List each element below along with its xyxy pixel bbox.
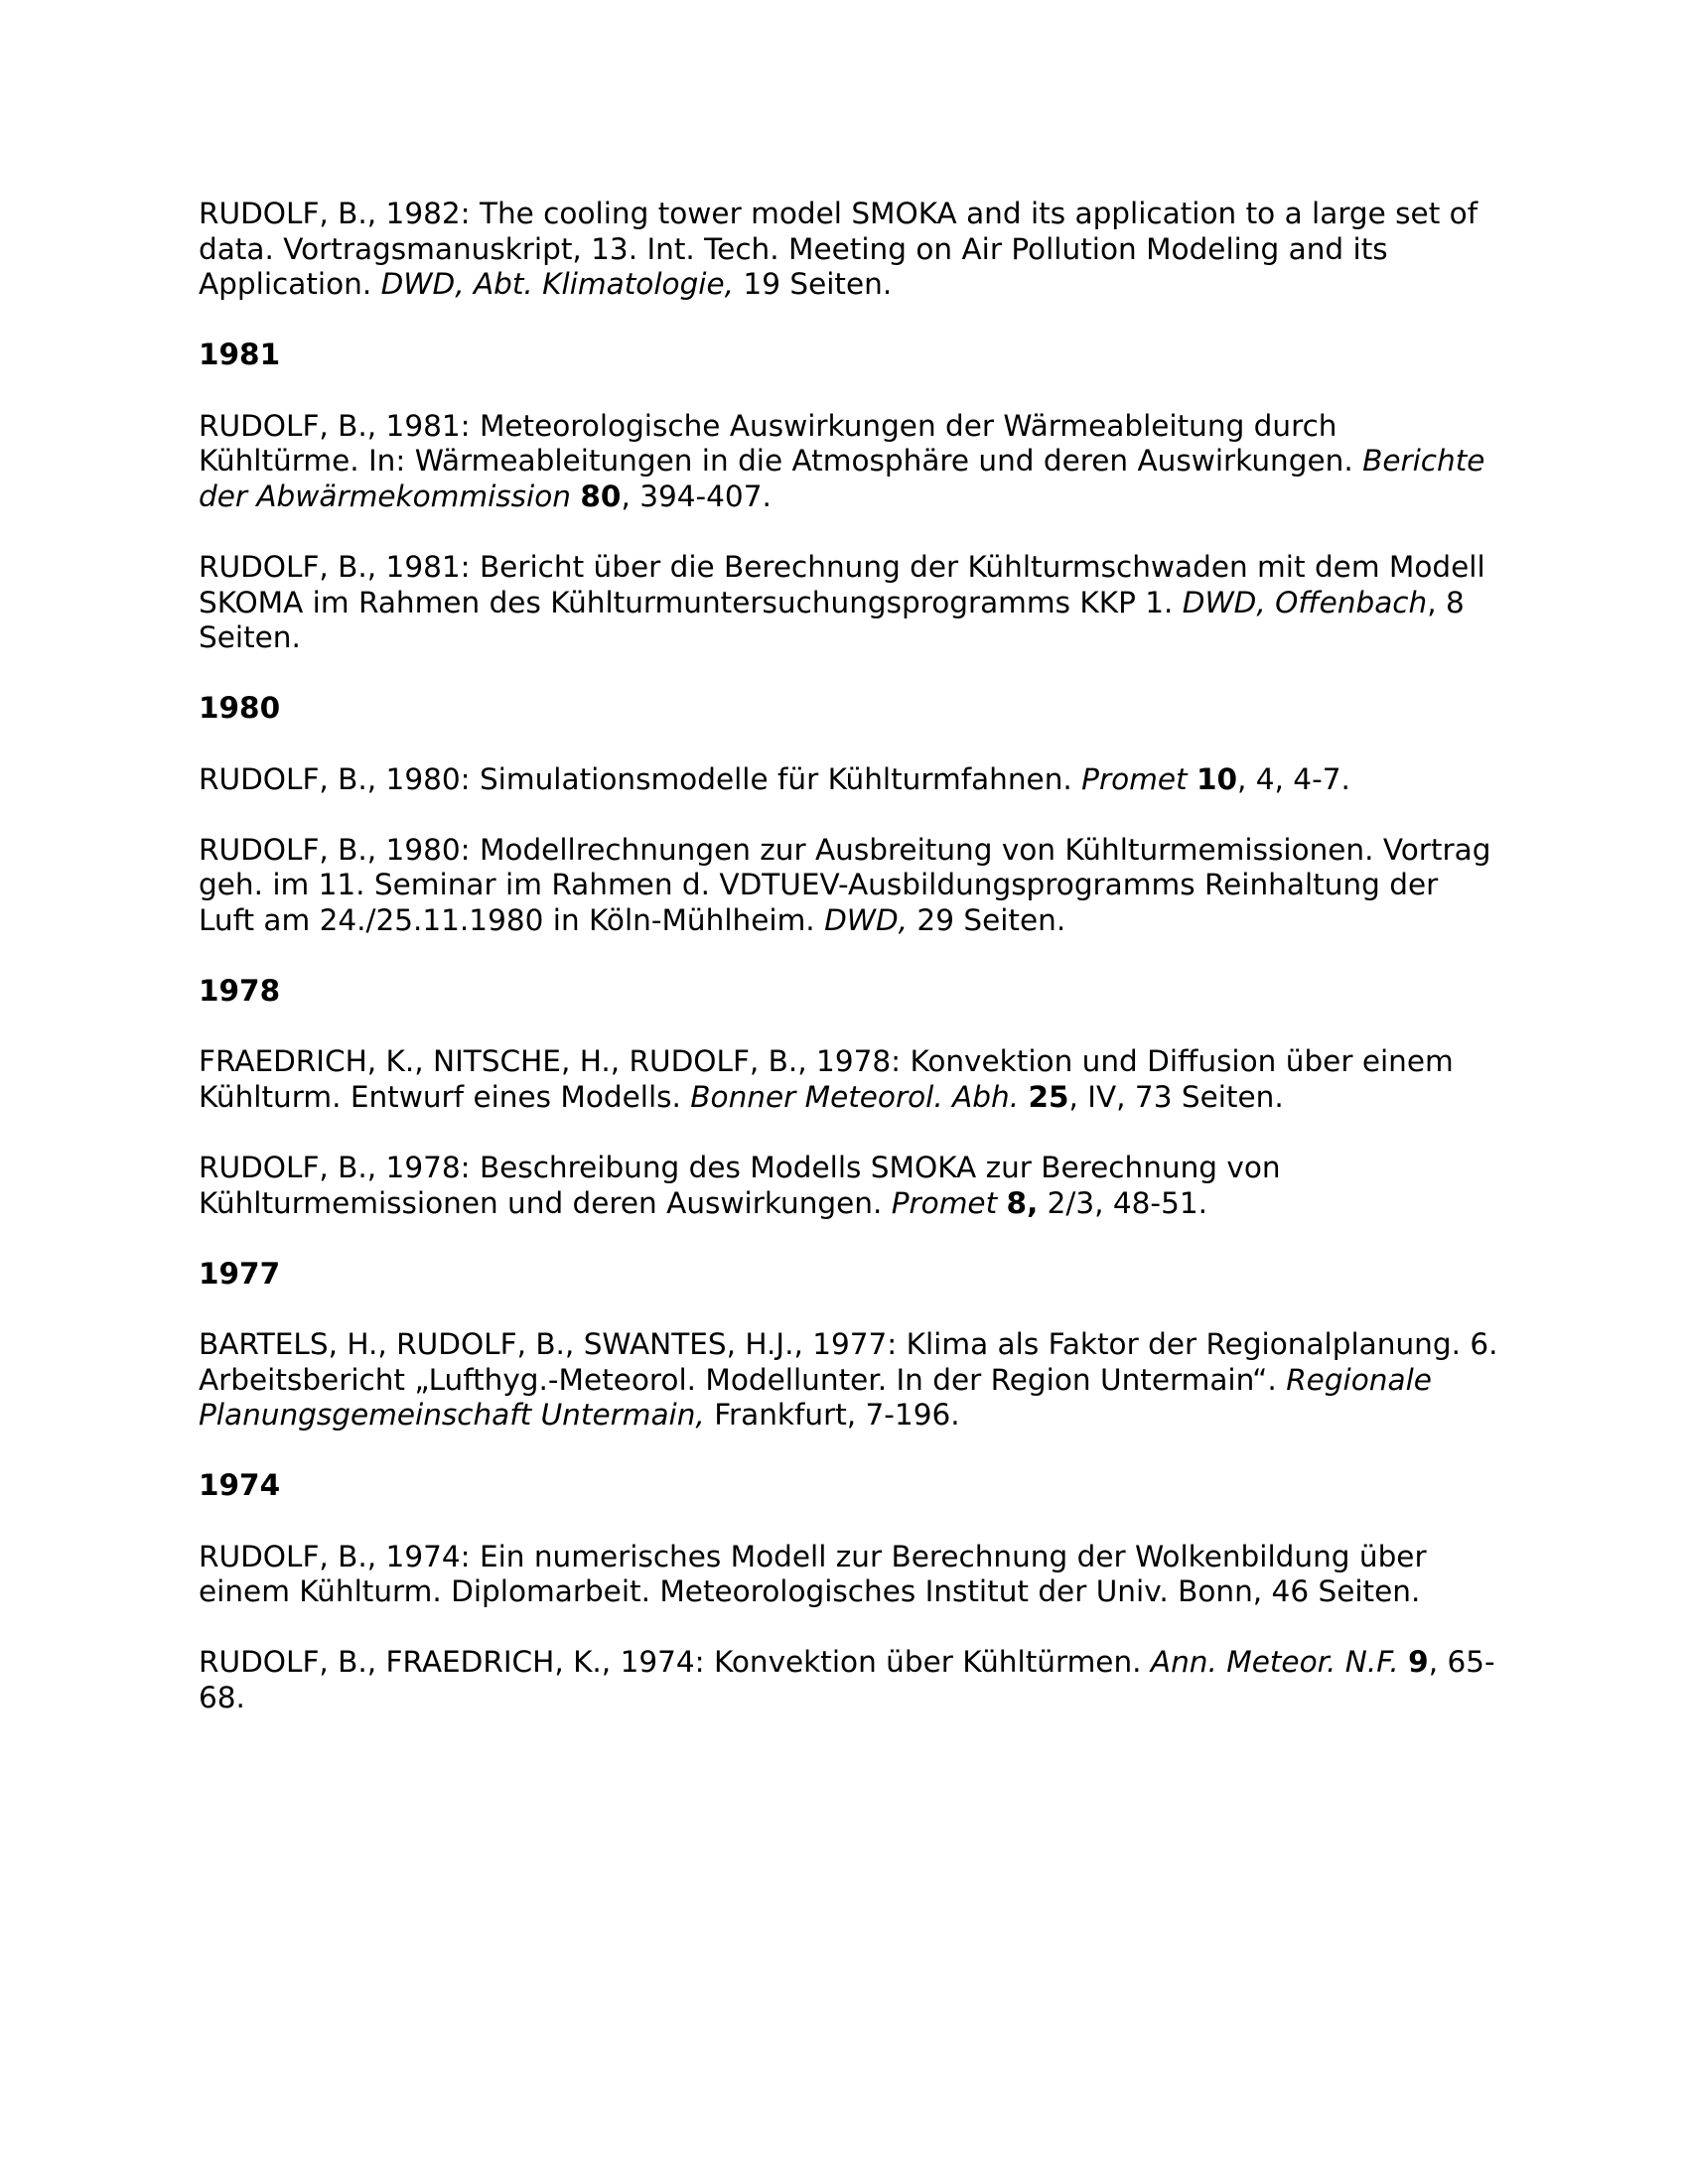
reference-entry bbox=[199, 409, 1499, 515]
reference-text: RUDOLF, B., 1980: Simulationsmodelle für Kühlturmfahnen. bbox=[199, 761, 1082, 796]
reference-entry bbox=[199, 762, 1499, 798]
year-heading: 1977 bbox=[199, 1256, 281, 1291]
reference-source: DWD, Offenbach bbox=[1182, 585, 1428, 619]
reference-text: RUDOLF, B., FRAEDRICH, K., 1974: Konvektion über Kühltürmen. bbox=[199, 1645, 1151, 1680]
year-heading: 1981 bbox=[199, 338, 281, 372]
reference-entry bbox=[199, 1151, 1499, 1221]
reference-text bbox=[1188, 762, 1196, 796]
reference-text: BARTELS, H., RUDOLF, B., SWANTES, H.J., 1977: Klima als Faktor der Regionalplanung. 6. Arbeitsbericht „Lufthyg.-Meteorol. Modellunter. In der Region Untermain“. bbox=[199, 1327, 1498, 1397]
reference-volume: 80 bbox=[580, 478, 622, 513]
reference-volume: 10 bbox=[1196, 761, 1238, 796]
reference-text: 29 Seiten. bbox=[908, 902, 1066, 937]
reference-source: Ann. Meteor. N.F. bbox=[1150, 1645, 1399, 1680]
reference-text: RUDOLF, B., 1978: Beschreibung des Modells SMOKA zur Berechnung von Kühlturmemissionen und deren Auswirkungen. bbox=[199, 1151, 1281, 1220]
reference-source: Regionale Planungsgemeinschaft Untermain, bbox=[199, 1362, 1432, 1433]
year-heading: 1978 bbox=[199, 974, 281, 1009]
reference-source: Promet bbox=[1081, 761, 1188, 796]
reference-entry bbox=[199, 1645, 1499, 1715]
reference-text: , 394-407. bbox=[621, 478, 772, 513]
reference-text bbox=[997, 1186, 1006, 1220]
reference-source: Berichte der Abwärmekommission bbox=[199, 444, 1485, 513]
reference-text: FRAEDRICH, K., NITSCHE, H., RUDOLF, B., 1978: Konvektion und Diffusion über einem Kühlturm. Entwurf eines Modells. bbox=[199, 1044, 1454, 1114]
reference-entry bbox=[199, 197, 1499, 303]
reference-text: 19 Seiten. bbox=[734, 267, 893, 302]
year-heading: 1980 bbox=[199, 691, 281, 726]
reference-text: 2/3, 48-51. bbox=[1038, 1185, 1207, 1220]
reference-text: RUDOLF, B., 1982: The cooling tower model SMOKA and its application to a large set of data. Vortragsmanuskript, 13. Int. Tech. Meeting on Air Pollution Modeling and its Application. bbox=[199, 197, 1478, 302]
reference-volume: 9 bbox=[1408, 1645, 1429, 1680]
reference-text: , IV, 73 Seiten. bbox=[1068, 1079, 1284, 1114]
reference-text bbox=[1399, 1645, 1408, 1679]
reference-text: RUDOLF, B., 1974: Ein numerisches Modell zur Berechnung der Wolkenbildung über einem Kühlturm. Diplomarbeit. Meteorologisches Institut der Univ. Bonn, 46 Seiten. bbox=[199, 1539, 1427, 1609]
reference-entry bbox=[199, 1044, 1499, 1115]
reference-source: Bonner Meteorol. Abh. bbox=[690, 1079, 1020, 1114]
bibliography-page bbox=[199, 197, 1499, 1716]
reference-text: Frankfurt, 7-196. bbox=[704, 1398, 960, 1433]
reference-text: , 4, 4-7. bbox=[1237, 761, 1350, 796]
reference-text: , 8 Seiten. bbox=[199, 585, 1465, 655]
year-heading: 1974 bbox=[199, 1468, 281, 1503]
reference-text: RUDOLF, B., 1981: Bericht über die Berechnung der Kühlturmschwaden mit dem Modell SKOMA im Rahmen des Kühlturmuntersuchungsprogramms KKP 1. bbox=[199, 549, 1485, 619]
reference-volume: 25 bbox=[1028, 1079, 1069, 1114]
reference-text: RUDOLF, B., 1980: Modellrechnungen zur Ausbreitung von Kühlturmemissionen. Vortrag geh. im 11. Seminar im Rahmen d. VDTUEV-Ausbildungsprogramms Reinhaltung der Luft am 24./25.11.1980 in Köln-Mühlheim. bbox=[199, 832, 1491, 937]
reference-volume: 8, bbox=[1006, 1185, 1039, 1220]
reference-entry bbox=[199, 1327, 1499, 1433]
reference-source: DWD, Abt. Klimatologie, bbox=[380, 267, 735, 302]
reference-text: , 65-68. bbox=[199, 1645, 1495, 1714]
reference-entry bbox=[199, 550, 1499, 656]
reference-text bbox=[571, 479, 580, 513]
reference-source: DWD, bbox=[824, 902, 909, 937]
reference-text: RUDOLF, B., 1981: Meteorologische Auswirkungen der Wärmeableitung durch Kühltürme. In: Wärmeableitungen in die Atmosphäre und deren Auswirkungen. bbox=[199, 408, 1363, 478]
reference-source: Promet bbox=[891, 1185, 998, 1220]
reference-entry bbox=[199, 833, 1499, 939]
reference-entry bbox=[199, 1540, 1499, 1610]
